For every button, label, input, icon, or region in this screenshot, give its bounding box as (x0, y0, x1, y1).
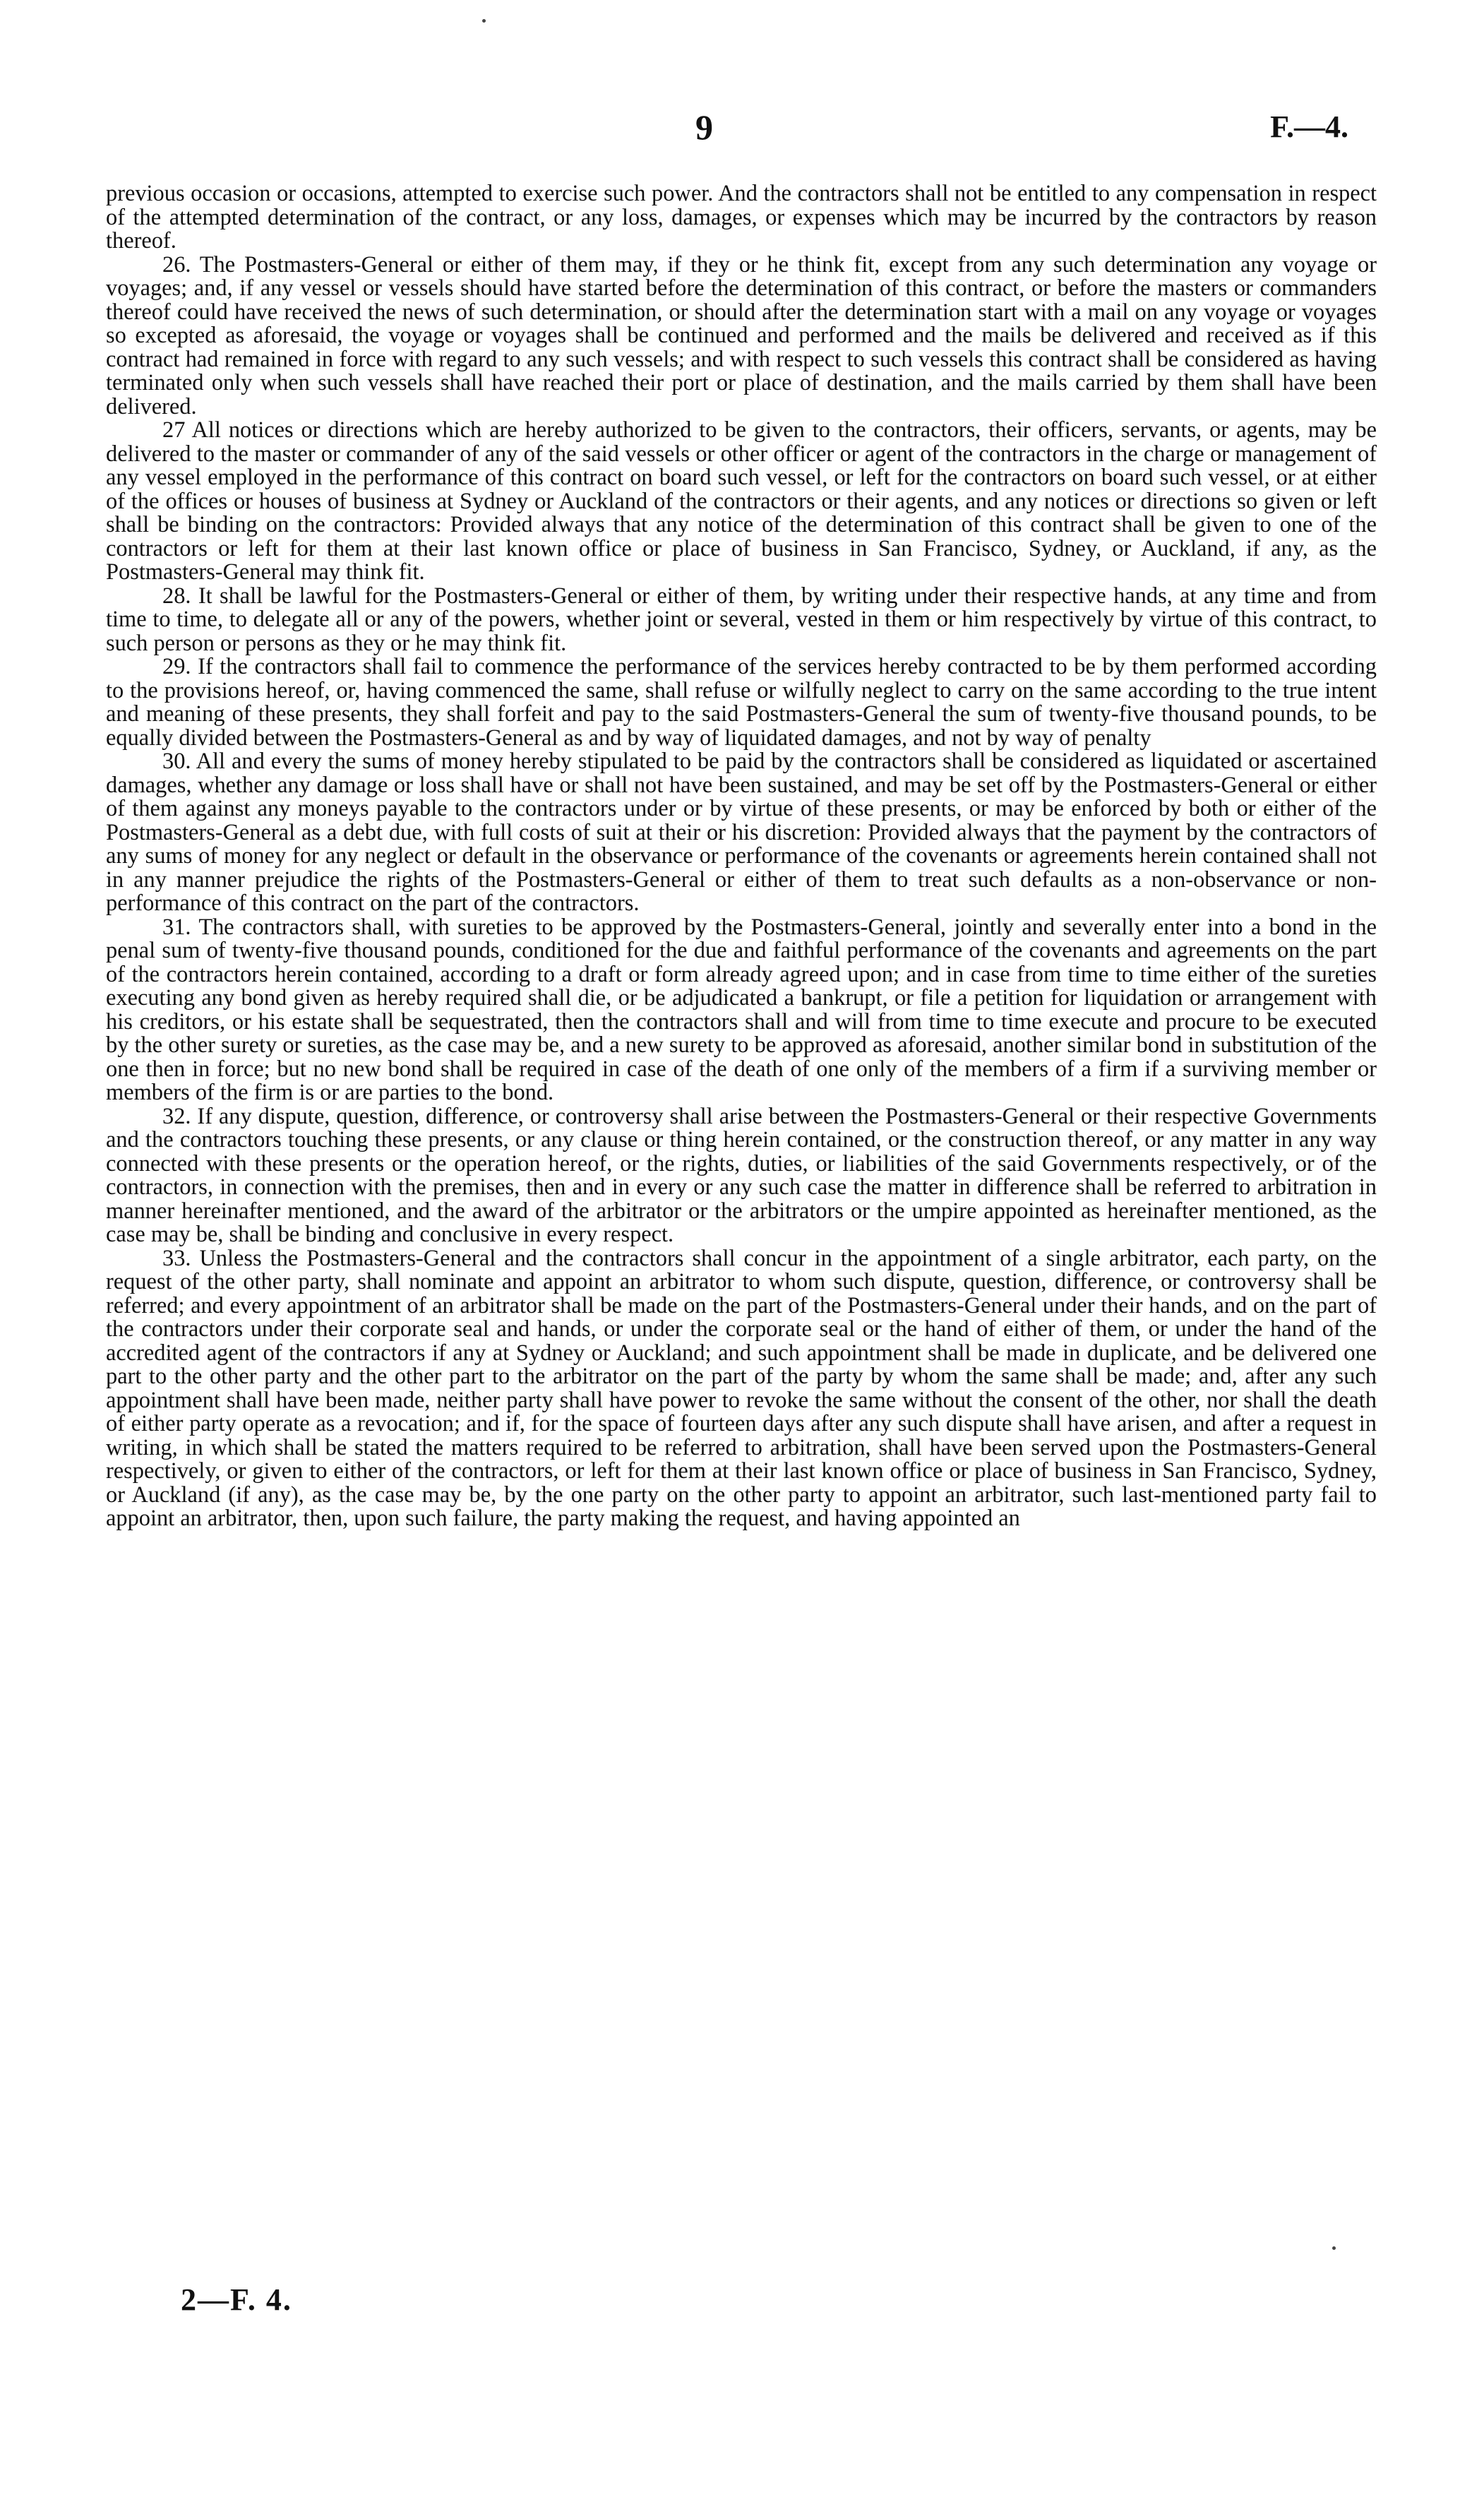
document-body (106, 182, 1377, 1531)
document-reference: F.—4. (1270, 109, 1348, 144)
clause-28: 28. It shall be lawful for the Postmasters-General or either of them, by writing under their respective hands, at any time and from time to time, to delegate all or any of the powers, whether joint or several, vested in them or him respectively by virtue of this contract, to such person or persons as they or he may think fit. (106, 583, 1377, 656)
clause-27: 27 All notices or directions which are hereby authorized to be given to the contractors, their officers, servants, or agents, may be delivered to the master or commander of any of the said vessels or other officer or agent of the contractors in the charge or management of any vessel employed in the performance of this contract on board such vessel, or left for the contractors on board such vessel, or at either of the offices or houses of business at Sydney or Auckland of the contractors or their agents, and any notices or directions so given or left shall be binding on the contractors: Provided always that any notice of the determination of this contract shall be given to one of the contractors or left for them at their last known office or place of business in San Francisco, Sydney, or Auckland, if any, as the Postmasters-General may think fit. (106, 417, 1377, 585)
clause-32: 32. If any dispute, question, difference, or controversy shall arise between the Postmasters-General or their respective Governments and the contractors touching these presents, or any clause or thing herein contained, or the construction thereof, or any matter in any way connected with these presents or the operation hereof, or the rights, duties, or liabilities of the said Governments respectively, or of the contractors, in connection with the premises, then and in every or any such case the matter in difference shall be referred to arbitration in manner hereinafter mentioned, and the award of the arbitrator or the arbitrators or the umpire appointed as hereinafter mentioned, as the case may be, shall be binding and conclusive in every respect. (106, 1103, 1377, 1247)
clause-30: 30. All and every the sums of money hereby stipulated to be paid by the contractors shall be considered as liquidated or ascertained damages, whether any damage or loss shall have or shall not have been sustained, and may be set off by the Postmasters-General or either of them against any moneys payable to the contractors under or by virtue of these presents, or may be enforced by both or either of the Postmasters-General as a debt due, with full costs of suit at their or his discretion: Provided always that the payment by the contractors of any sums of money for any neglect or default in the observance or performance of the covenants or agreements herein contained shall not in any manner prejudice the rights of the Postmasters-General or either of them to treat such defaults as a non-observance or non-performance of this contract on the part of the contractors. (106, 749, 1377, 916)
paragraph-continued: previous occasion or occasions, attempted to exercise such power. And the contractors shall not be entitled to any compensation in respect of the attempted determination of the contract, or any loss, damages, or expenses which may be incurred by the contractors by reason thereof. (106, 181, 1377, 254)
clause-31: 31. The contractors shall, with sureties to be approved by the Postmasters-General, jointly and severally enter into a bond in the penal sum of twenty-five thousand pounds, conditioned for the due and faithful performance of the covenants and agreements on the part of the contractors herein contained, according to a draft or form already agreed upon; and in case from time to time either of the sureties executing any bond given as hereby required shall die, or be adjudicated a bankrupt, or file a petition for liquidation or arrangement with his creditors, or his estate shall be sequestrated, then the contractors shall and will from time to time execute and procure to be executed by the other surety or sureties, as the case may be, and a new surety to be approved as aforesaid, another similar bond in substitution of the one then in force; but no new bond shall be required in case of the death of one only of the members of a firm if a surviving member or members of the firm is or are parties to the bond. (106, 914, 1377, 1105)
signature-mark: 2—F. 4. (181, 2282, 292, 2317)
ink-speck (482, 19, 486, 23)
clause-29: 29. If the contractors shall fail to commence the performance of the services hereby contracted to be by them performed according to the provisions hereof, or, having commenced the same, shall refuse or wilfully neglect to carry on the same according to the true intent and meaning of these presents, they shall forfeit and pay to the said Postmasters-General the sum of twenty-five thousand pounds, to be equally divided between the Postmasters-General as and by way of liquidated damages, and not by way of penalty (106, 654, 1377, 751)
ink-speck (1332, 2246, 1336, 2250)
page-number: 9 (695, 107, 713, 147)
clause-26: 26. The Postmasters-General or either of them may, if they or he think fit, except from any such determination any voyage or voyages; and, if any vessel or vessels should have started before the determination of this contract, or before the masters or commanders thereof could have received the news of such determination, or should after the determination start with a mail on any voyage or voyages so excepted as aforesaid, the voyage or voyages shall be continued and performed and the mails be delivered and received as if this contract had remained in force with regard to any such vessels; and with respect to such vessels this contract shall be considered as having terminated only when such vessels shall have reached their port or place of destination, and the mails carried by them shall have been delivered. (106, 251, 1377, 419)
clause-33: 33. Unless the Postmasters-General and the contractors shall concur in the appointment of a single arbitrator, each party, on the request of the other party, shall nominate and appoint an arbitrator to whom such dispute, question, difference, or controversy shall be referred; and every appointment of an arbitrator shall be made on the part of the Postmasters-General under their hands, and on the part of the contractors under their corporate seal and hands, or under the corporate seal or the hand of either of them, or under the hand of the accredited agent of the contractors if any at Sydney or Auckland; and such appointment shall be made in duplicate, and be delivered one part to the other party and the other part to the arbitrator on the part of the party by whom the same shall be made; and, after any such appointment shall have been made, neither party shall have power to revoke the same without the consent of the other, nor shall the death of either party operate as a revocation; and if, for the space of fourteen days after any such dispute shall have arisen, and after a request in writing, in which shall be stated the matters required to be referred to arbitration, shall have been served upon the Postmasters-General respectively, or given to either of the contractors, or left for them at their last known office or place of business in San Francisco, Sydney, or Auckland (if any), as the case may be, by the one party on the other party to appoint an arbitrator, such last-mentioned party fail to appoint an arbitrator, then, upon such failure, the party making the request, and having appointed an (106, 1245, 1377, 1531)
